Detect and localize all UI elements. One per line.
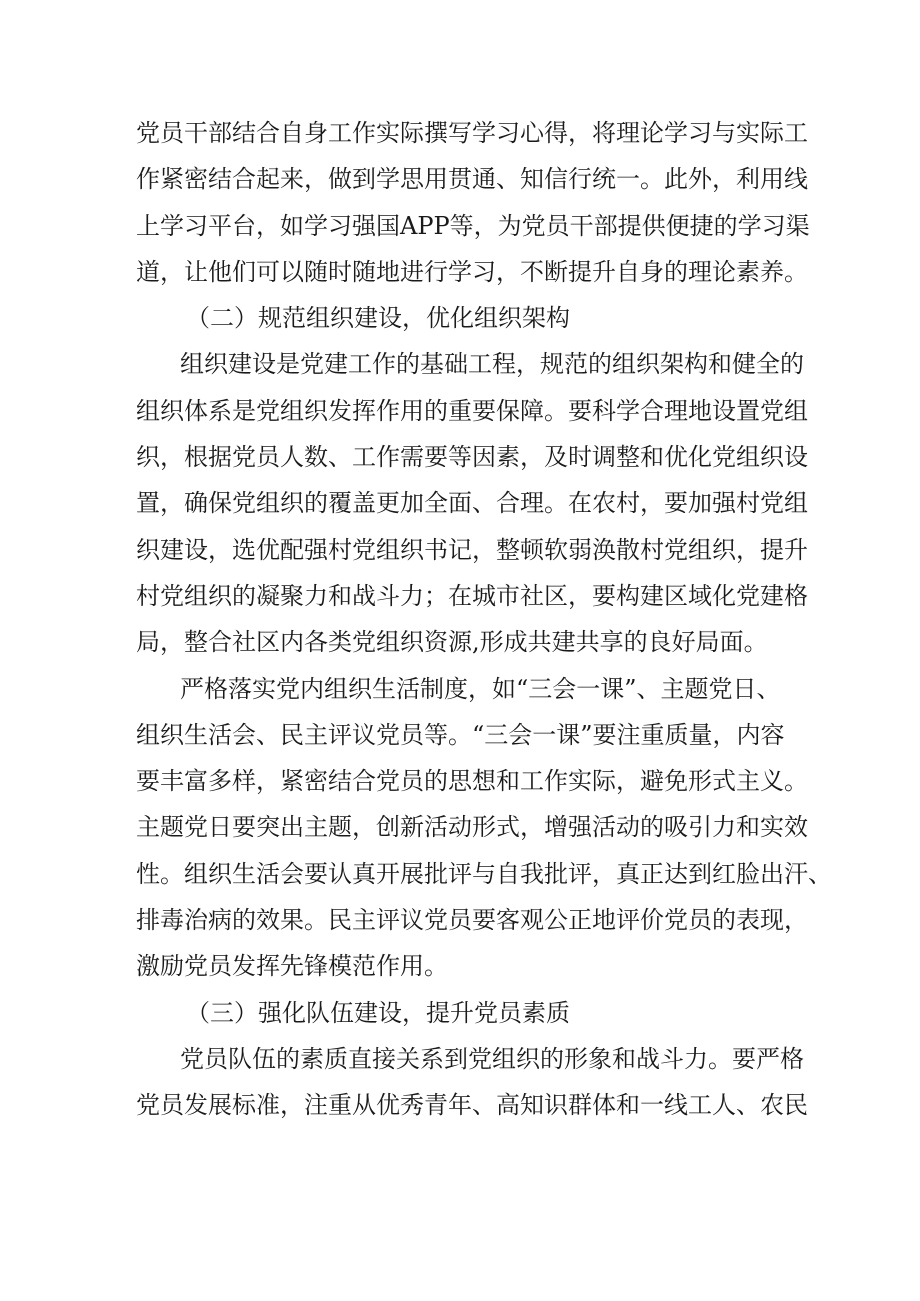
section-heading: （三）强化队伍建设，提升党员素质	[186, 998, 570, 1027]
paragraph-line: 局，整合社区内各类党组织资源,形成共建共享的良好局面。	[136, 628, 768, 657]
paragraph-line: 党员发展标准，注重从优秀青年、高知识群体和一线工人、农民	[136, 1091, 808, 1120]
paragraph-line: 要丰富多样，紧密结合党员的思想和工作实际，避免形式主义。	[136, 767, 808, 796]
paragraph-line: 排毒治病的效果。民主评议党员要客观公正地评价党员的表现，	[136, 906, 808, 935]
body-text	[136, 110, 832, 1129]
paragraph-line: 激励党员发挥先锋模范作用。	[136, 952, 448, 981]
paragraph-line: 性。组织生活会要认真开展批评与自我批评，真正达到红脸出汗、	[136, 859, 832, 888]
paragraph-line: 织，根据党员人数、工作需要等因素，及时调整和优化党组织设	[136, 443, 808, 472]
paragraph-line: 作紧密结合起来，做到学思用贯通、知信行统一。此外，利用线	[136, 165, 808, 194]
paragraph-line: 严格落实党内组织生活制度，如“三会一课”、主题党日、	[180, 674, 781, 703]
paragraph-line: 组织建设是党建工作的基础工程，规范的组织架构和健全的	[180, 350, 804, 379]
paragraph-line: 置，确保党组织的覆盖更加全面、合理。在农村，要加强村党组	[136, 489, 808, 518]
paragraph-line: 组织体系是党组织发挥作用的重要保障。要科学合理地设置党组	[136, 396, 808, 425]
paragraph-line: 上学习平台，如学习强国APP等，为党员干部提供便捷的学习渠	[136, 211, 810, 240]
paragraph-line: 织建设，选优配强村党组织书记，整顿软弱涣散村党组织，提升	[136, 535, 808, 564]
paragraph-line: 村党组织的凝聚力和战斗力；在城市社区，要构建区域化党建格	[136, 581, 808, 610]
paragraph-line: 道，让他们可以随时随地进行学习，不断提升自身的理论素养。	[136, 257, 808, 286]
paragraph-line: 组织生活会、民主评议党员等。“三会一课”要注重质量，内容	[136, 720, 785, 749]
paragraph-line: 党员队伍的素质直接关系到党组织的形象和战斗力。要严格	[180, 1044, 804, 1073]
paragraph-line: 党员干部结合自身工作实际撰写学习心得，将理论学习与实际工	[136, 119, 808, 147]
section-heading: （二）规范组织建设，优化组织架构	[186, 304, 570, 333]
paragraph-line: 主题党日要突出主题，创新活动形式，增强活动的吸引力和实效	[136, 813, 808, 842]
